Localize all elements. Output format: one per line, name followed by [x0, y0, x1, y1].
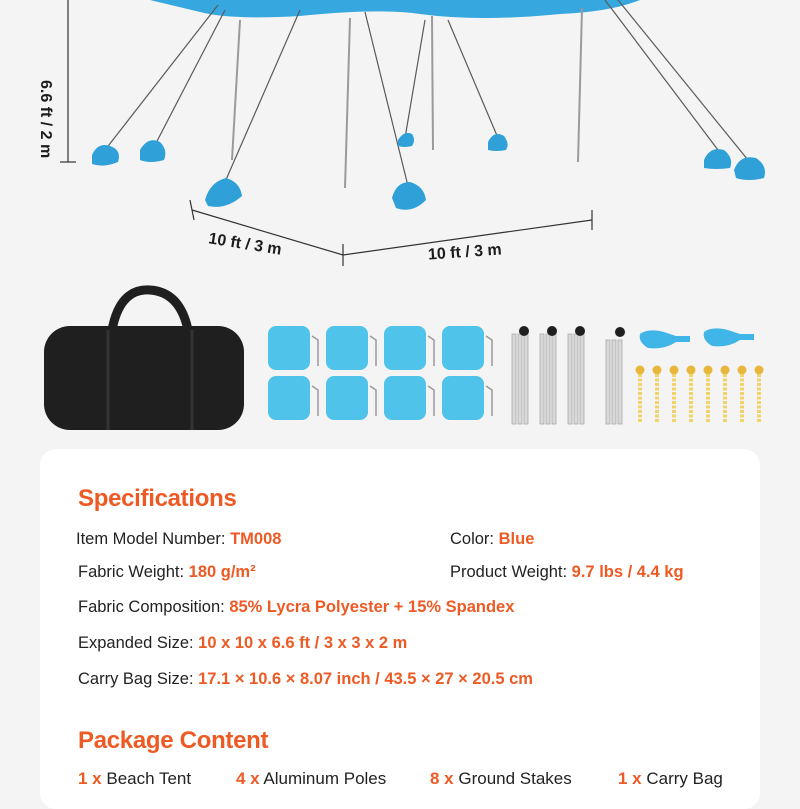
package-name: Beach Tent: [101, 769, 192, 788]
spec-value: 180 g/m²: [188, 563, 256, 581]
width-right-label: 10 ft / 3 m: [427, 241, 503, 264]
ground-stake-images: [636, 366, 764, 423]
height-dimension-line: [60, 0, 76, 162]
package-items-illustration: [0, 280, 800, 440]
package-qty: 8 x: [430, 769, 454, 788]
poles: [232, 8, 582, 188]
spec-value: Blue: [498, 530, 535, 548]
spec-fabric-composition: [78, 598, 514, 617]
spec-value: 9.7 lbs / 4.4 kg: [571, 563, 684, 581]
spec-label: Fabric Composition:: [78, 598, 230, 616]
guy-lines: [105, 0, 748, 186]
tent-illustration: [0, 0, 800, 280]
width-dimension-lines: [190, 200, 592, 266]
sand-shovel-images: [640, 328, 754, 348]
specifications-card: [40, 449, 760, 809]
spec-label: Expanded Size:: [78, 634, 199, 652]
spec-value: 10 x 10 x 6.6 ft / 3 x 3 x 2 m: [198, 634, 408, 652]
specifications-title: Specifications: [78, 485, 237, 512]
spec-color: [450, 530, 534, 549]
spec-label: Item Model Number:: [76, 530, 231, 548]
spec-value: TM008: [230, 530, 282, 548]
package-name: Aluminum Poles: [259, 769, 387, 788]
package-qty: 1 x: [78, 769, 102, 788]
package-item: [236, 769, 386, 789]
carry-bag-image: [44, 290, 244, 430]
sandbags: [92, 133, 765, 210]
canopy: [150, 0, 640, 18]
height-label: 6.6 ft / 2 m: [37, 80, 54, 159]
spec-product-weight: [450, 563, 684, 582]
package-content-title: Package Content: [78, 727, 269, 754]
package-item: [430, 769, 572, 789]
spec-label: Product Weight:: [450, 563, 572, 581]
package-item: [618, 769, 723, 789]
spec-expanded-size: [78, 634, 407, 653]
spec-label: Carry Bag Size:: [78, 670, 199, 688]
spec-value: 85% Lycra Polyester + 15% Spandex: [229, 598, 515, 616]
width-left-label: 10 ft / 3 m: [207, 230, 283, 259]
spec-value: 17.1 × 10.6 × 8.07 inch / 43.5 × 27 × 20.5 cm: [198, 670, 533, 688]
spec-carry-bag-size: [78, 670, 533, 689]
spec-fabric-weight: [78, 563, 256, 582]
package-name: Ground Stakes: [453, 769, 572, 788]
package-qty: 4 x: [236, 769, 260, 788]
tent-drawing: [0, 0, 800, 280]
package-name: Carry Bag: [641, 769, 723, 788]
package-qty: 1 x: [618, 769, 642, 788]
spec-label: Color:: [450, 530, 499, 548]
aluminum-pole-images: [512, 326, 625, 424]
package-item: [78, 769, 191, 789]
spec-label: Fabric Weight:: [78, 563, 189, 581]
spec-item-model: [76, 530, 281, 549]
